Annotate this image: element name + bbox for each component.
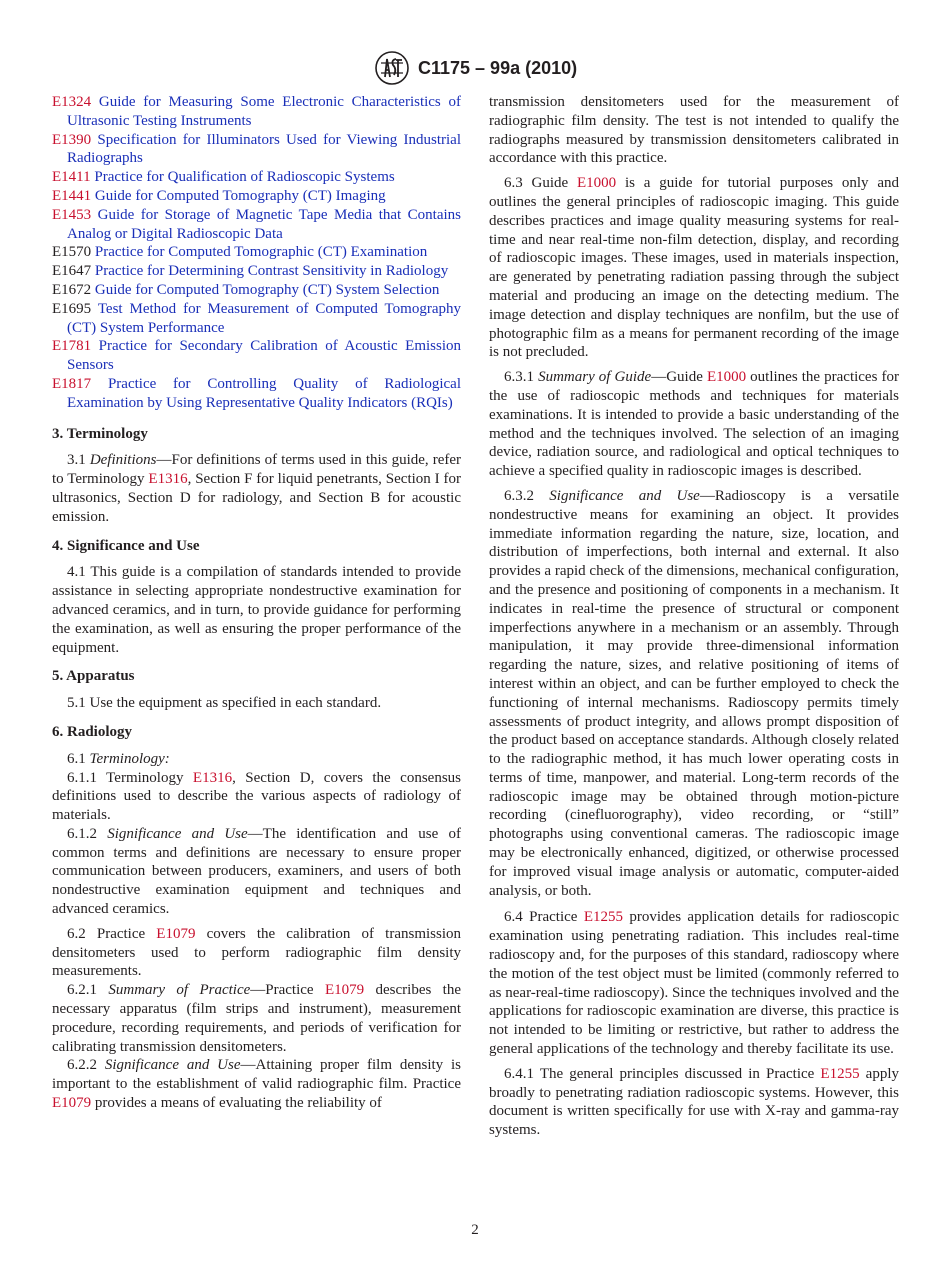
reference-item xyxy=(52,206,461,244)
paragraph-6-4-1: 6.4.1 The general principles discussed in Practice E1255 apply broadly to penetrating radiation radioscopic systems. However, this document is written specifically for use with X-ray and gamma-ray systems. xyxy=(489,1065,899,1139)
astm-logo-icon xyxy=(374,50,410,86)
standard-designation: C1175 – 99a (2010) xyxy=(418,58,578,78)
paragraph-3-1: 3.1 Definitions—For definitions of terms used in this guide, refer to Terminology E1316, Section F for liquid penetrants, Section I for ultrasonics, Section D for radiology, and Section B for acoustic emission. xyxy=(52,452,462,525)
reference-title-link[interactable]: Guide for Computed Tomography (CT) Imaging xyxy=(94,187,386,204)
reference-item xyxy=(52,375,461,413)
section-4-heading: 4. Significance and Use xyxy=(52,537,200,554)
reference-title-link[interactable]: Practice for Secondary Calibration of Acoustic Emission Sensors xyxy=(67,338,462,374)
ref-link-e1000[interactable]: E1000 xyxy=(706,369,747,386)
page-number: 2 xyxy=(471,1222,479,1238)
reference-title-link[interactable]: Guide for Computed Tomography (CT) System Selection xyxy=(94,281,440,298)
reference-title-link[interactable]: Practice for Qualification of Radioscopic Systems xyxy=(94,169,395,186)
paragraph-6-2-1: 6.2.1 Summary of Practice—Practice E1079 describes the necessary apparatus (film strips and instrument), measurement procedure, recording requirements, and periods of verification for calibrating transmission densitometers. xyxy=(52,982,462,1055)
reference-item xyxy=(52,243,461,262)
referenced-documents-list xyxy=(52,93,461,413)
reference-item xyxy=(52,262,461,281)
ref-link-e1079[interactable]: E1079 xyxy=(52,1095,92,1112)
reference-item xyxy=(52,281,461,300)
reference-code[interactable]: E1817 xyxy=(52,375,92,392)
paragraph-5-1: 5.1 Use the equipment as specified in each standard. xyxy=(67,695,382,712)
paragraph-6-4: 6.4 Practice E1255 provides application details for radioscopic examination using penetrating radiation. This includes real-time radioscopy and, for the purposes of this standard, radioscopy where the motion of the test object must be limited (commonly referred to as near-real-time radioscopy). Since the techniques involved and the applications for radioscopic examination are diverse, this practice is not intended to be limiting or restrictive, but rather to address the general applications of the technology and thereby facilitate its use. xyxy=(489,909,899,1058)
reference-code[interactable]: E1390 xyxy=(52,131,92,148)
reference-item xyxy=(52,187,461,206)
paragraph-6-1-2: 6.1.2 Significance and Use—The identification and use of common terms and definitions are necessary to ensure proper communication between producers, examiners, and users of both nondestructive examination equipment and techniques and advanced ceramics. xyxy=(52,825,461,918)
ref-link-e1316[interactable]: E1316 xyxy=(192,769,233,786)
ref-link-e1000[interactable]: E1000 xyxy=(577,175,617,192)
reference-item xyxy=(52,93,461,131)
reference-item xyxy=(52,300,461,338)
section-6-heading: 6. Radiology xyxy=(52,723,133,740)
ref-link-e1316[interactable]: E1316 xyxy=(148,471,188,488)
reference-title-link[interactable]: Guide for Measuring Some Electronic Characteristics of Ultrasonic Testing Instruments xyxy=(67,94,461,129)
reference-code: E1672 xyxy=(52,281,92,298)
paragraph-6-3-1: 6.3.1 Summary of Guide—Guide E1000 outlines the practices for the use of radioscopic methods and techniques for materials examinations. It is intended to provide a basic understanding of the method and the techniques involved. The selection of an imaging device, radiation source, and radiological and optical techniques to achieve a specified quality in radioscopic images is described. xyxy=(489,369,899,480)
left-column xyxy=(52,93,461,1113)
section-5-heading: 5. Apparatus xyxy=(52,668,135,685)
reference-item xyxy=(52,131,461,169)
reference-title-link[interactable]: Practice for Computed Tomographic (CT) Examination xyxy=(94,244,428,261)
reference-title-link[interactable]: Practice for Determining Contrast Sensitivity in Radiology xyxy=(94,263,449,280)
reference-item xyxy=(52,337,461,375)
reference-code[interactable]: E1411 xyxy=(52,169,91,186)
reference-code[interactable]: E1781 xyxy=(52,338,92,355)
paragraph-6-3-2: 6.3.2 Significance and Use—Radioscopy is a versatile nondestructive means for examining an object. It provides immediate information regarding the nature, size, location, and distribution of imperfections, both internal and external. It also provides a rapid check of the dimensions, mechanical configuration, and the presence and positioning of components in a mechanism. It indicates in real-time the presence of structural or component imperfections anywhere in a mechanism or an assembly. Through manipulation, it may provide three-dimensional information regarding the nature, sizes, and relative positioning of items of interest within an object, and can be further employed to check the functioning of internal mechanisms. Radioscopy permits timely assessments of product integrity, and allows prompt disposition of the product based on acceptance standards. Although closely related to the radiographic method, it has much lower operating costs in terms of time, manpower, and material. Long-term records of the radioscopic image may be obtained through motion-picture recording (cinefluorography), video recording, or “still” photographs using conventional cameras. The radioscopic image may be electronically enhanced, digitized, or otherwise processed for improved visual image analysis or automatic, computer-aided analysis, or both. xyxy=(489,487,899,899)
paragraph-6-3: 6.3 Guide E1000 is a guide for tutorial purposes only and outlines the general principles of radioscopic imaging. This guide describes practices and image quality measuring systems for real-time and near real-time non-film detection, display, and recording of radioscopic images. These images, used in materials inspection, are generated by penetrating radiation passing through the subject material and producing an image on the detecting medium. The image detection and display techniques are nonfilm, but the use of photographic film as a means for permanent recording of the image is not precluded. xyxy=(489,175,899,361)
ref-link-e1255[interactable]: E1255 xyxy=(583,909,623,926)
section-3-heading: 3. Terminology xyxy=(52,425,148,442)
paragraph-6-2: 6.2 Practice E1079 covers the calibration of transmission densitometers used to perform radiographic film density measurements. xyxy=(52,925,461,980)
reference-code: E1695 xyxy=(52,300,92,317)
reference-title-link[interactable]: Test Method for Measurement of Computed Tomography (CT) System Performance xyxy=(67,300,461,336)
reference-code[interactable]: E1441 xyxy=(52,187,92,204)
reference-title-link[interactable]: Specification for Illuminators Used for Viewing Industrial Radiographs xyxy=(67,131,462,167)
reference-code: E1647 xyxy=(52,263,92,280)
paragraph-6-2-2: 6.2.2 Significance and Use—Attaining proper film density is important to the establishment of valid radiographic film. Practice E1079 provides a means of evaluating the reliability of xyxy=(52,1057,461,1112)
reference-title-link[interactable]: Practice for Controlling Quality of Radiological Examination by Using Representative Quality Indicators (RQIs) xyxy=(67,375,462,411)
paragraph-6-2-2-continued: transmission densitometers used for the measurement of radiographic film density. The test is not intended to qualify the radiographs measured by transmission densitometers calibrated in accordance with this practice. xyxy=(489,94,899,167)
reference-code[interactable]: E1453 xyxy=(52,206,92,223)
paragraph-4-1: 4.1 This guide is a compilation of standards intended to provide assistance in selecting appropriate nondestructive examination for advanced ceramics, and in turn, to provide guidance for performing the examination, as well as ensuring the proper performance of the equipment. xyxy=(52,564,461,656)
paragraph-6-1-1: 6.1.1 Terminology E1316, Section D, covers the consensus definitions used to describe the various aspects of radiology of materials. xyxy=(52,769,461,824)
paragraph-6-1: 6.1 Terminology: xyxy=(67,750,170,767)
ref-link-e1255[interactable]: E1255 xyxy=(820,1065,860,1082)
page-header xyxy=(0,50,950,86)
reference-item xyxy=(52,168,461,187)
right-column xyxy=(489,93,899,1140)
reference-code: E1570 xyxy=(52,244,92,261)
ref-link-e1079[interactable]: E1079 xyxy=(156,925,196,942)
ref-link-e1079[interactable]: E1079 xyxy=(324,982,365,999)
reference-title-link[interactable]: Guide for Storage of Magnetic Tape Media that Contains Analog or Digital Radioscopic Data xyxy=(67,206,461,242)
reference-code[interactable]: E1324 xyxy=(52,94,92,110)
